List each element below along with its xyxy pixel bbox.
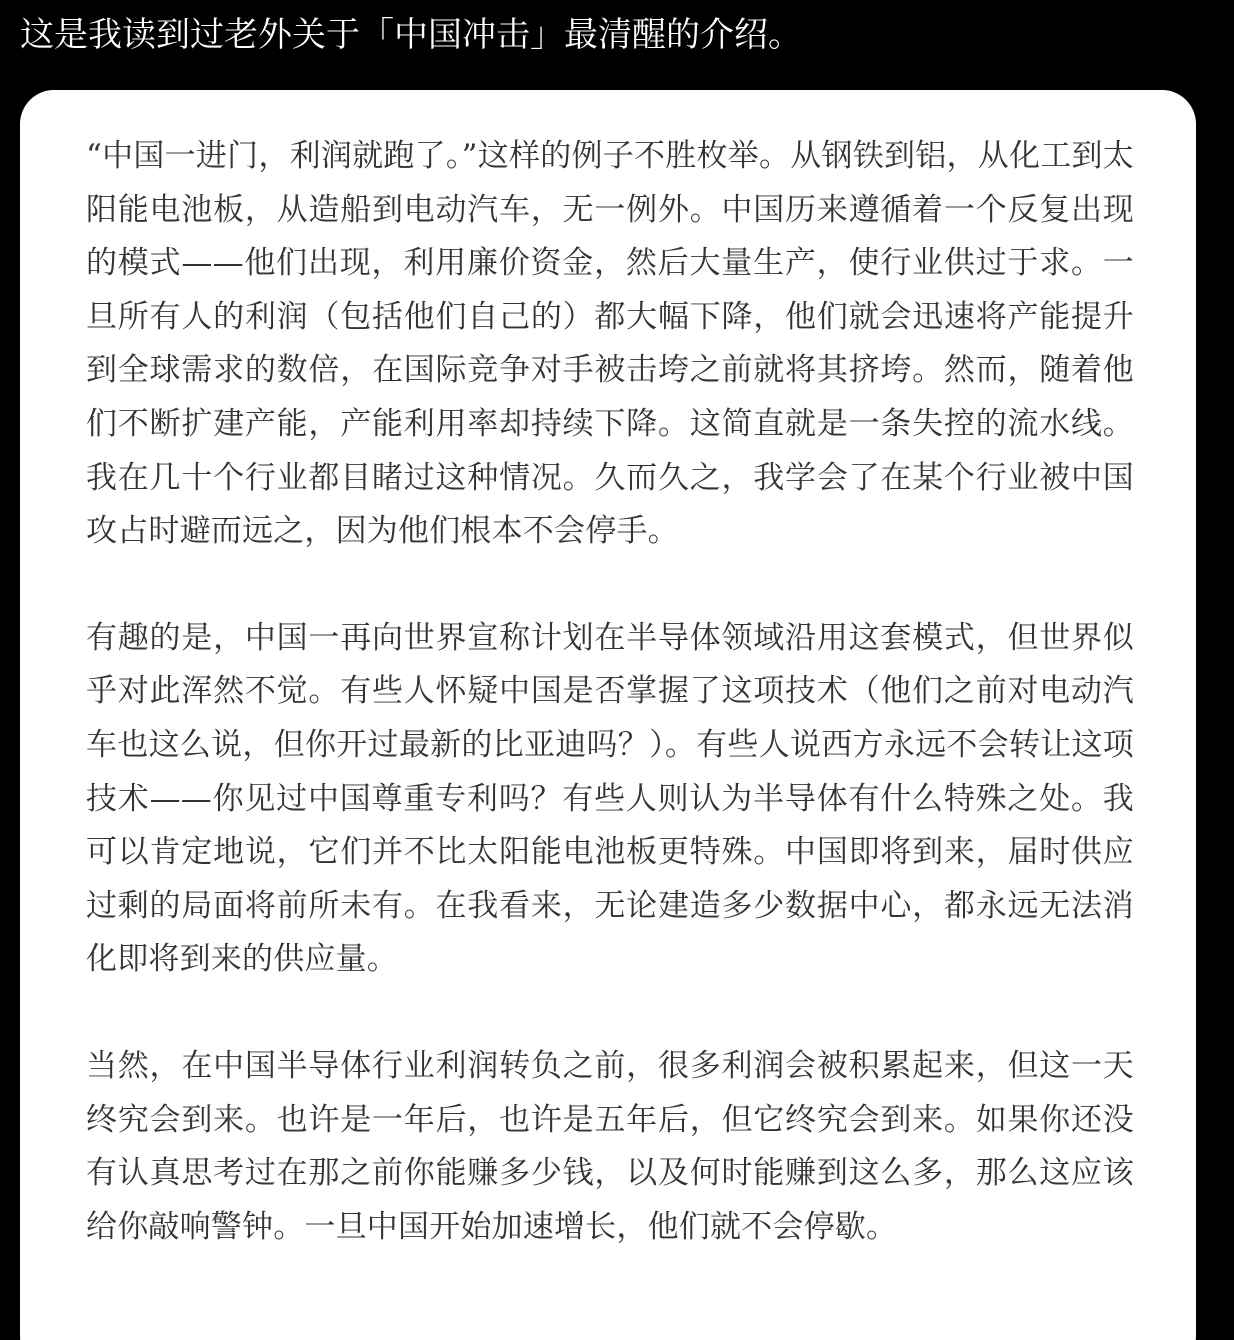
excerpt-paragraph-3: 当然，在中国半导体行业利润转负之前，很多利润会被积累起来，但这一天终究会到来。也许是一年后，也许是五年后，但它终究会到来。如果你还没有认真思考过在那之前你能赚多少钱，以及何时能赚到这么多，那么这应该给你敲响警钟。一旦中国开始加速增长，他们就不会停歇。 (86, 1047, 1134, 1245)
excerpt-paragraph-2: 有趣的是，中国一再向世界宣称计划在半导体领域沿用这套模式，但世界似乎对此浑然不觉。有些人怀疑中国是否掌握了这项技术（他们之前对电动汽车也这么说，但你开过最新的比亚迪吗？）。有些人说西方永远不会转让这项技术——你见过中国尊重专利吗？有些人则认为半导体有什么特殊之处。我可以肯定地说，它们并不比太阳能电池板更特殊。中国即将到来，届时供应过剩的局面将前所未有。在我看来，无论建造多少数据中心，都永远无法消化即将到来的供应量。 (86, 619, 1134, 978)
excerpt-image[interactable] (20, 90, 1196, 1340)
post-caption: 这是我读到过老外关于「中国冲击」最清醒的介绍。 (20, 15, 802, 55)
excerpt-paragraph-1: “中国一进门，利润就跑了。”这样的例子不胜枚举。从钢铁到铝，从化工到太阳能电池板，从造船到电动汽车，无一例外。中国历来遵循着一个反复出现的模式——他们出现，利用廉价资金，然后大量生产，使行业供过于求。一旦所有人的利润（包括他们自己的）都大幅下降，他们就会迅速将产能提升到全球需求的数倍，在国际竞争对手被击垮之前就将其挤垮。然而，随着他们不断扩建产能，产能利用率却持续下降。这简直就是一条失控的流水线。我在几十个行业都目睹过这种情况。久而久之，我学会了在某个行业被中国攻占时避而远之，因为他们根本不会停手。 (86, 138, 1134, 550)
